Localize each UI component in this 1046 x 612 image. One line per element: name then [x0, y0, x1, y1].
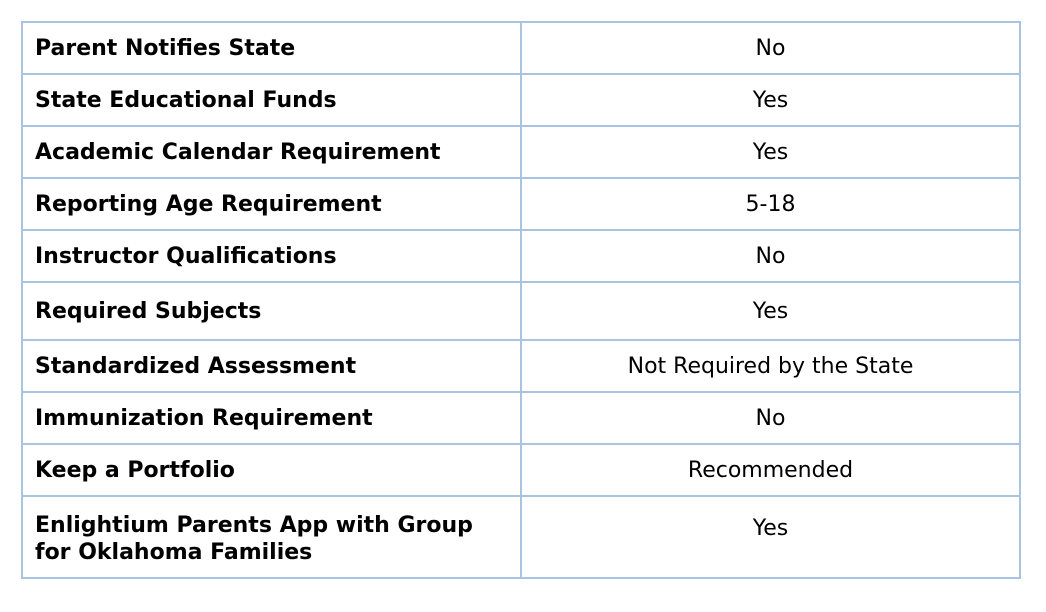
row-label: Academic Calendar Requirement: [22, 126, 521, 178]
row-value: No: [521, 392, 1020, 444]
row-label: State Educational Funds: [22, 74, 521, 126]
table-row: [22, 282, 1020, 340]
table-row: [22, 392, 1020, 444]
row-value: Recommended: [521, 444, 1020, 496]
row-value: No: [521, 230, 1020, 282]
row-label: Enlightium Parents App with Group for Oklahoma Families: [22, 496, 521, 578]
row-value: Not Required by the State: [521, 340, 1020, 392]
row-value: 5-18: [521, 178, 1020, 230]
table-row: [22, 74, 1020, 126]
row-label: Immunization Requirement: [22, 392, 521, 444]
row-value: Yes: [521, 74, 1020, 126]
row-label: Reporting Age Requirement: [22, 178, 521, 230]
table-row: [22, 230, 1020, 282]
table-row: [22, 178, 1020, 230]
requirements-table: [21, 21, 1021, 579]
row-value: Yes: [521, 126, 1020, 178]
row-value: No: [521, 22, 1020, 74]
row-label: Instructor Qualifications: [22, 230, 521, 282]
row-label: Parent Notifies State: [22, 22, 521, 74]
row-value: Yes: [521, 282, 1020, 340]
table-row: [22, 444, 1020, 496]
row-label: Keep a Portfolio: [22, 444, 521, 496]
table-row: [22, 126, 1020, 178]
table-row: [22, 22, 1020, 74]
row-value: Yes: [521, 496, 1020, 578]
row-label: Standardized Assessment: [22, 340, 521, 392]
row-label: Required Subjects: [22, 282, 521, 340]
table-row: [22, 496, 1020, 578]
table-row: [22, 340, 1020, 392]
